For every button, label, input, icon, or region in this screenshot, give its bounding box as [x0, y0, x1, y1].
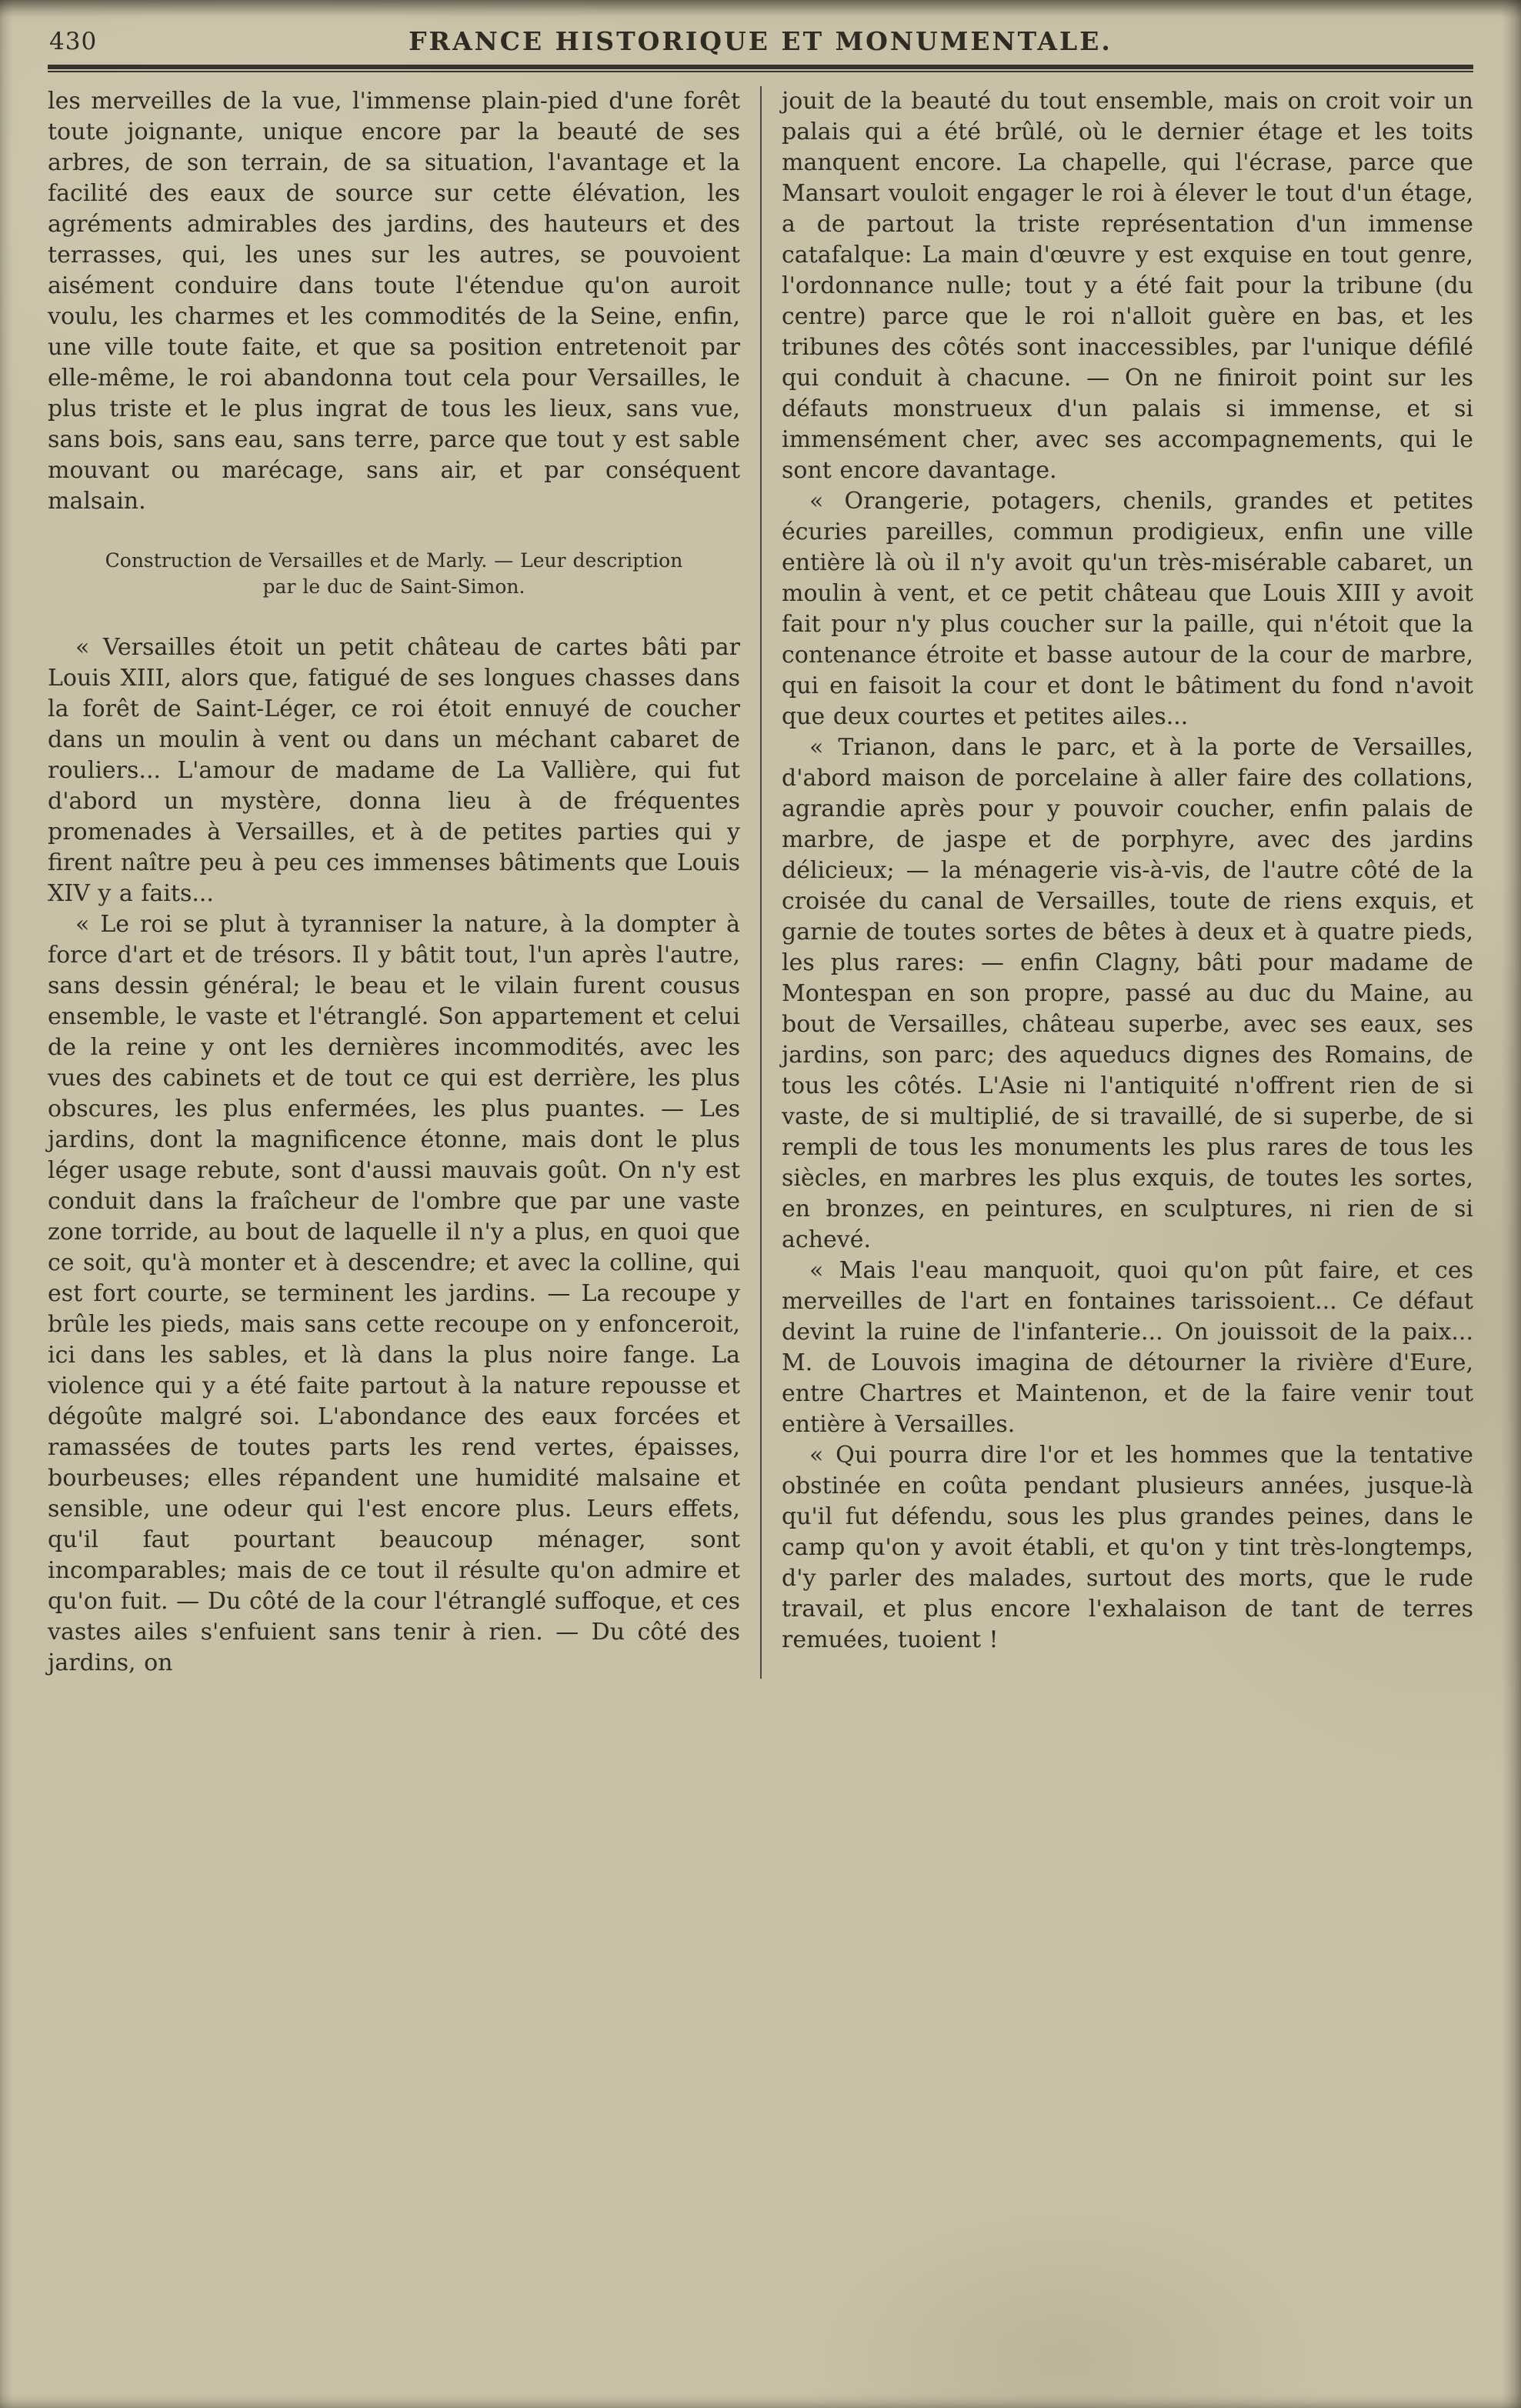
- paragraph: « Orangerie, potagers, chenils, grandes et petites écuries pareilles, commun prodigieux, enfin une ville entière là où il n'y avoit qu'un très-misérable cabaret, un moulin à vent, et ce petit château que Louis XIII y avoit fait pour n'y plus coucher sur la paille, qui n'étoit que la contenance étroite et basse autour de la cour de marbre, qui en faisoit la cour et dont le bâtiment du fond n'avoit que deux courtes et petites ailes...: [782, 488, 1473, 730]
- paragraph: « Qui pourra dire l'or et les hommes que la tentative obstinée en coûta pendant plusieurs années, jusque-là qu'il fut défendu, sous les plus grandes peines, dans le camp qu'on y avoit établi, et qu'on y tint très-longtemps, d'y parler des malades, surtout des morts, que le rude travail, et plus encore l'exhalaison de tant de terres remuées, tuoient !: [782, 1442, 1473, 1653]
- left-column: [48, 86, 740, 1679]
- paragraph: « Le roi se plut à tyranniser la nature, à la dompter à force d'art et de trésors. Il y bâtit tout, l'un après l'autre, sans dessin général; le beau et le vilain furent cousus ensemble, le vaste et l'étranglé. Son appartement et celui de la reine y ont les dernières incommodités, avec les vues des cabinets et de tout ce qui est derrière, les plus obscures, les plus enfermées, les plus puantes. — Les jardins, dont la magnificence étonne, mais dont le plus léger usage rebute, sont d'aussi mauvais goût. On n'y est conduit dans la fraîcheur de l'ombre que par une vaste zone torride, au bout de laquelle il n'y a plus, en quoi que ce soit, qu'à monter et à descendre; et avec la colline, qui est fort courte, se terminent les jardins. — La recoupe y brûle les pieds, mais sans cette recoupe on y enfonceroit, ici dans les sables, et là dans la plus noire fange. La violence qui y a été faite partout à la nature repousse et dégoûte malgré soi. L'abondance des eaux forcées et ramassées de toutes parts les rend vertes, épaisses, bourbeuses; elles répandent une humidité malsaine et sensible, une odeur qui l'est encore plus. Leurs effets, qu'il faut pourtant beaucoup ménager, sont incomparables; mais de ce tout il résulte qu'on admire et qu'on fuit. — Du côté de la cour l'étranglé suffoque, et ces vastes ailes s'enfuient sans tenir à rien. — Du côté des jardins, on: [48, 911, 740, 1676]
- paragraph: jouit de la beauté du tout ensemble, mais on croit voir un palais qui a été brûlé, où le dernier étage et les toits manquent encore. La chapelle, qui l'écrase, parce que Mansart vouloit engager le roi à élever le tout d'un étage, a de partout la triste représentation d'un immense catafalque: La main d'œuvre y est exquise en tout genre, l'ordonnance nulle; tout y a été fait pour la tribune (du centre) parce que le roi n'alloit guère en bas, et les tribunes des côtés sont inaccessibles, par l'unique défilé qui conduit à chacune. — On ne finiroit point sur les défauts monstrueux d'un palais si immense, et si immensément cher, avec ses accompagnements, qui le sont encore davantage.: [782, 88, 1473, 484]
- page-header: [48, 20, 1473, 60]
- paragraph: « Mais l'eau manquoit, quoi qu'on pût faire, et ces merveilles de l'art en fontaines tarissoient... Ce défaut devint la ruine de l'infanterie... On jouissoit de la paix... M. de Louvois imagina de détourner la rivière d'Eure, entre Chartres et Maintenon, et de la faire venir tout entière à Versailles.: [782, 1257, 1473, 1438]
- page-number: 430: [49, 28, 98, 55]
- text-columns: [48, 86, 1473, 1679]
- column-divider: [760, 86, 762, 1679]
- header-rule: [48, 65, 1473, 72]
- paragraph: « Trianon, dans le parc, et à la porte de Versailles, d'abord maison de porcelaine à aller faire des collations, agrandie après pour y pouvoir coucher, enfin palais de marbre, de jaspe et de porphyre, avec des jardins délicieux; — la ménagerie vis-à-vis, de l'autre côté de la croisée du canal de Versailles, toute de riens exquis, et garnie de toutes sortes de bêtes à deux et à quatre pieds, les plus rares: — enfin Clagny, bâti pour madame de Montespan en son propre, passé au duc du Maine, au bout de Versailles, château superbe, avec ses eaux, ses jardins, son parc; des aqueducs dignes des Romains, de tous les côtés. L'Asie ni l'antiquité n'offrent rien de si vaste, de si multiplié, de si travaillé, de si superbe, de si rempli de tous les monuments les plus rares de tous les siècles, en marbres les plus exquis, de toutes les sortes, en bronzes, en peintures, en sculptures, ni rien de si achevé.: [782, 734, 1473, 1253]
- right-column: [782, 86, 1473, 1679]
- section-heading: Construction de Versailles et de Marly. — Leur description par le duc de Saint-Simon.: [105, 549, 683, 598]
- page-title: FRANCE HISTORIQUE ET MONUMENTALE.: [409, 26, 1112, 56]
- paragraph: « Versailles étoit un petit château de cartes bâti par Louis XIII, alors que, fatigué de ses longues chasses dans la forêt de Saint-Léger, ce roi étoit ennuyé de coucher dans un moulin à vent ou dans un méchant cabaret de rouliers... L'amour de madame de La Vallière, qui fut d'abord un mystère, donna lieu à de fréquentes promenades à Versailles, et à de petites parties qui y firent naître peu à peu ces immenses bâtiments que Louis XIV y a faits...: [48, 634, 740, 907]
- paragraph: les merveilles de la vue, l'immense plain-pied d'une forêt toute joignante, unique encore par la beauté de ses arbres, de son terrain, de sa situation, l'avantage et la facilité des eaux de source sur cette élévation, les agréments admirables des jardins, des hauteurs et des terrasses, qui, les unes sur les autres, se pouvoient aisément conduire dans toute l'étendue qu'on auroit voulu, les charmes et les commodités de la Seine, enfin, une ville toute faite, et que sa position entretenoit par elle-même, le roi abandonna tout cela pour Versailles, le plus triste et le plus ingrat de tous les lieux, sans vue, sans bois, sans eau, sans terre, parce que tout y est sable mouvant ou marécage, sans air, et par conséquent malsain.: [48, 88, 740, 515]
